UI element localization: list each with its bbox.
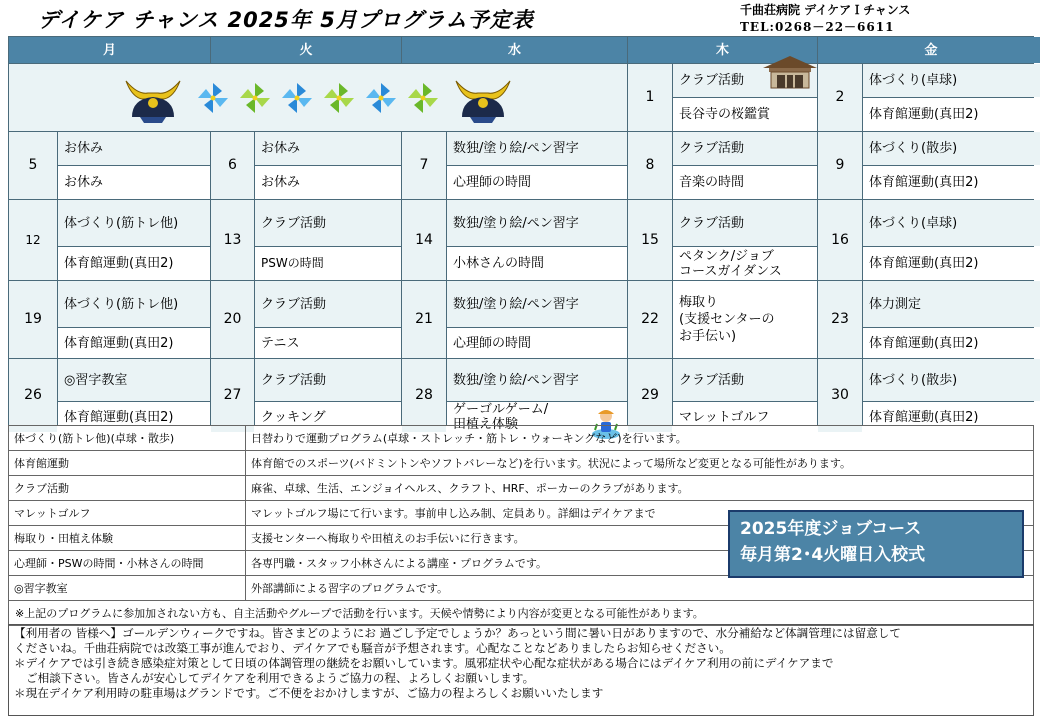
explanation-value: 体育館でのスポーツ(バドミントンやソフトバレーなど)を行います。状況によって場所など変更となる可能性があります。 (246, 451, 1034, 476)
job-course-line: 毎月第2･4火曜日入校式 (740, 545, 926, 565)
program-cell: ◎習字教室 (58, 359, 210, 401)
calendar-grid (8, 36, 1034, 432)
day-number: 26 (9, 359, 57, 432)
program-cell: クラブ活動 (673, 200, 817, 246)
day-number: 20 (211, 281, 254, 358)
program-cell: 体育館運動(真田2) (58, 402, 210, 432)
program-line: (支援センターの (679, 312, 775, 327)
explanation-key: ◎習字教室 (9, 576, 246, 601)
explanation-key: マレットゴルフ (9, 501, 246, 526)
program-line: ペタンク/ジョブ (679, 248, 774, 264)
program-cell: 体育館運動(真田2) (863, 98, 1040, 131)
day-header-wed: 水 (402, 37, 627, 63)
day-header-fri: 金 (818, 37, 1040, 63)
program-cell: 体づくり(卓球) (863, 200, 1040, 246)
program-cell: マレットゴルフ (673, 402, 817, 432)
explanation-value: マレットゴルフ場にて行います。事前申し込み制、定員あり。詳細はデイケアまで (246, 501, 1034, 526)
program-line: 田植え体験 (453, 417, 519, 432)
program-cell: クッキング (255, 402, 401, 432)
program-cell: 心理師の時間 (447, 328, 627, 358)
explanation-key: 体づくり(筋トレ他)(卓球・散歩) (9, 426, 246, 451)
program-cell: クラブ活動 (255, 359, 401, 401)
day-number: 8 (628, 132, 672, 199)
program-cell: 長谷寺の桜鑑賞 (673, 98, 817, 131)
day-number: 5 (9, 132, 57, 199)
program-cell: クラブ活動 (673, 132, 817, 165)
explanation-row (9, 451, 1034, 476)
day-number: 28 (402, 359, 446, 432)
temple-icon (761, 54, 819, 90)
day-number: 13 (211, 200, 254, 280)
day-number: 27 (211, 359, 254, 432)
notice-line: ＊デイケアでは引き続き感染症対策として日頃の体調管理の継続をお願いしています。風邪症状や心配な症状がある場合にはデイケア利用の前にデイケアまで (14, 656, 834, 670)
day-number: 19 (9, 281, 57, 358)
explanation-key: 心理師・PSWの時間・小林さんの時間 (9, 551, 246, 576)
explanation-value: 日替わりで運動プログラム(卓球・ストレッチ・筋トレ・ウォーキングなど)を行います。 (246, 426, 1034, 451)
program-cell (673, 64, 817, 97)
notice-line: くださいね。千曲荘病院では改築工事が進んでおり、デイケアでも騒音が予想されます。心配なことなどありましたらお知らせください。 (14, 641, 731, 655)
program-cell: 体づくり(散歩) (863, 132, 1040, 165)
golden-week-decoration (9, 64, 627, 131)
program-note: ※上記のプログラムに参加加されない方も、自主活動やグループで活動を行います。天候や情勢により内容が変更となる可能性があります。 (9, 601, 1034, 626)
notice-line: ご相談下さい。皆さんが安心してデイケアを利用できるようご協力の程、よろしくお願いします。 (26, 671, 535, 685)
explanation-key: 梅取り・田植え体験 (9, 526, 246, 551)
program-cell: お休み (58, 132, 210, 165)
explanation-row (9, 476, 1034, 501)
explanation-value: 各専門職・スタッフ小林さんによる講座・プログラムです。 (246, 551, 1034, 576)
program-cell: 体育館運動(真田2) (863, 166, 1040, 199)
program-cell: 小林さんの時間 (447, 247, 627, 280)
pinwheel-blue-icon (364, 81, 398, 115)
program-cell: 体育館運動(真田2) (863, 402, 1040, 432)
program-cell: クラブ活動 (255, 281, 401, 327)
explanation-row (9, 426, 1034, 451)
explanation-value: 外部講師による習字のプログラムです。 (246, 576, 1034, 601)
program-cell: 体力測定 (863, 281, 1040, 327)
hospital-name: 千曲荘病院 デイケアＩチャンス (740, 3, 911, 17)
day-number: 2 (818, 64, 862, 131)
day-header-thu: 木 (628, 37, 817, 63)
explanation-key: クラブ活動 (9, 476, 246, 501)
kabuto-helmet-icon (448, 73, 518, 123)
day-number: 7 (402, 132, 446, 199)
program-line: コースガイダンス (679, 263, 782, 279)
day-number: 16 (818, 200, 862, 280)
program-cell (673, 247, 817, 280)
day-number: 12 (9, 200, 57, 280)
program-cell: 数独/塗り絵/ペン習字 (447, 200, 627, 246)
pinwheel-green-icon (238, 81, 272, 115)
program-cell: お休み (255, 166, 401, 199)
program-cell: クラブ活動 (673, 359, 817, 401)
program-cell: テニス (255, 328, 401, 358)
program-cell: お休み (255, 132, 401, 165)
program-cell: 体育館運動(真田2) (58, 247, 210, 280)
program-cell: 体づくり(筋トレ他) (58, 281, 210, 327)
program-cell: 心理師の時間 (447, 166, 627, 199)
program-cell: 数独/塗り絵/ペン習字 (447, 132, 627, 165)
program-cell: 体育館運動(真田2) (863, 247, 1040, 280)
hospital-info (740, 2, 910, 36)
explanation-value: 支援センターへ梅取りや田植えのお手伝いに行きます。 (246, 526, 1034, 551)
pinwheel-blue-icon (280, 81, 314, 115)
notice-line: ＊現在デイケア利用時の駐車場はグランドです。ご不便をおかけしますが、ご協力の程よろしくお願いいたします (14, 686, 604, 700)
day-header-mon: 月 (9, 37, 210, 63)
notice-box (8, 624, 1034, 716)
day-number: 9 (818, 132, 862, 199)
page-title: デイケア チャンス 2025年 5月プログラム予定表 (38, 8, 534, 32)
program-label: クラブ活動 (679, 73, 745, 88)
pinwheel-green-icon (322, 81, 356, 115)
day-number: 14 (402, 200, 446, 280)
program-cell: 体育館運動(真田2) (58, 328, 210, 358)
program-line: お手伝い) (679, 329, 737, 344)
program-cell: 数独/塗り絵/ペン習字 (447, 359, 627, 401)
pinwheel-green-icon (406, 81, 440, 115)
day-number: 15 (628, 200, 672, 280)
explanation-value: 麻雀、卓球、生活、エンジョイヘルス、クラフト、HRF、ポーカーのクラブがあります。 (246, 476, 1034, 501)
day-number: 29 (628, 359, 672, 432)
program-cell: クラブ活動 (255, 200, 401, 246)
day-number: 6 (211, 132, 254, 199)
job-course-box (728, 510, 1024, 578)
program-cell: 体育館運動(真田2) (863, 328, 1040, 358)
job-course-line: 2025年度ジョブコース (740, 519, 922, 539)
notice-line: 【利用者の 皆様へ】ゴールデンウィークですね。皆さまどのようにお 過ごし予定でしょうか？あっという間に暑い日がありますので、水分補給など体調管理には留意して (14, 626, 901, 640)
pinwheel-blue-icon (196, 81, 230, 115)
program-cell: 音楽の時間 (673, 166, 817, 199)
program-line: 梅取り (679, 295, 719, 310)
day-header-tue: 火 (211, 37, 401, 63)
program-cell: PSWの時間 (255, 247, 401, 280)
program-cell: 体づくり(散歩) (863, 359, 1040, 401)
program-cell: 体づくり(卓球) (863, 64, 1040, 97)
hospital-tel: TEL:0268－22－6611 (740, 20, 895, 34)
program-cell: お休み (58, 166, 210, 199)
day-number: 21 (402, 281, 446, 358)
day-number: 23 (818, 281, 862, 358)
note-row (9, 601, 1034, 626)
program-cell (673, 281, 817, 358)
kabuto-helmet-icon (118, 73, 188, 123)
day-number: 30 (818, 359, 862, 432)
program-cell: 数独/塗り絵/ペン習字 (447, 281, 627, 327)
explanation-key: 体育館運動 (9, 451, 246, 476)
program-line: ゲーゴルゲーム/ (453, 402, 549, 417)
day-number: 22 (628, 281, 672, 358)
day-number: 1 (628, 64, 672, 131)
program-cell: 体づくり(筋トレ他) (58, 200, 210, 246)
explanation-row (9, 576, 1034, 601)
